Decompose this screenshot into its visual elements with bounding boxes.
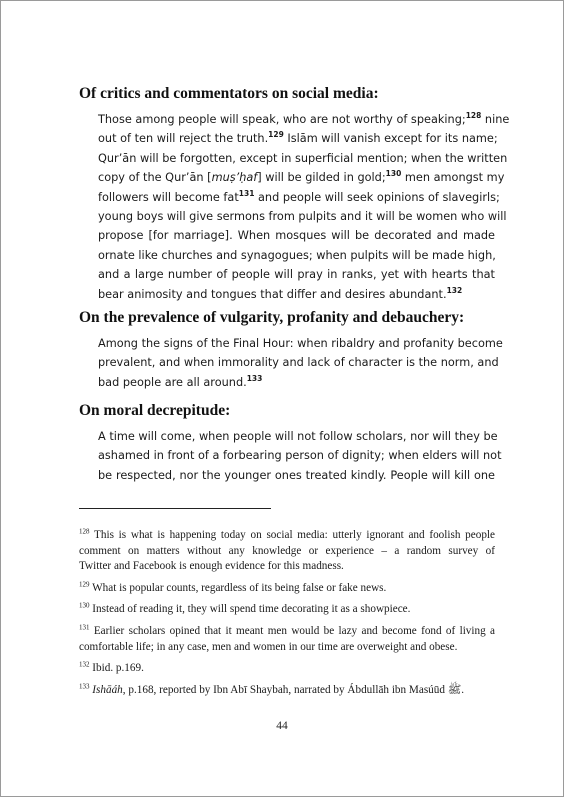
section-paragraph-critics [98, 110, 510, 304]
section-heading-decrepitude: On moral decrepitude: [79, 402, 231, 419]
paragraph-line: out of ten will reject the truth.$^{129}$ Islām will vanish except for its name; [98, 130, 498, 146]
paragraph-line: bear animosity and tongues that differ and desires abundant.$^{132}$ [98, 285, 463, 301]
section-heading-critics: Of critics and commentators on social media: [79, 85, 379, 102]
paragraph-line: ornate like churches and synagogues; when pulpits will be made high, [98, 248, 496, 262]
footnote-number: 129 [79, 580, 90, 589]
footnote-ref-128[interactable]: 128 [465, 111, 482, 121]
paragraph-line: A time will come, when people will not follow scholars, nor will they be [98, 430, 498, 443]
page-number: 44 [276, 720, 288, 732]
paragraph-line: Those among people will speak, who are not worthy of speaking;$^{128}$ nine [98, 111, 510, 126]
footnote-number: 132 [79, 660, 90, 669]
paragraph-line: and a large number of people will pray in ranks, yet with hearts that [98, 268, 495, 282]
paragraph-line: Among the signs of the Final Hour: when ribaldry and profanity become [98, 337, 503, 350]
footnote-132: $^{132}$ Ibid. p.169. [79, 660, 144, 674]
footnote-ref-129[interactable]: 129 [268, 130, 284, 140]
paragraph-line: bad people are all around.$^{133}$ [98, 374, 263, 389]
footnote-133: $^{133}$ Ishāáh, p.168, reported by Ibn Abī Shaybah, narrated by Ábdullāh ibn Masúūd ﷺ. [79, 682, 465, 696]
paragraph-line: prevalent, and when immorality and lack of character is the norm, and [98, 356, 499, 370]
footnote-number: 131 [79, 623, 90, 632]
section-paragraph-decrepitude [98, 427, 502, 485]
paragraph-line: propose [for marriage]. When mosques will be decorated and made [98, 229, 495, 243]
footnote-divider [79, 508, 271, 509]
footnote-ref-130[interactable]: 130 [385, 169, 402, 179]
paragraph-line: copy of the Qur’ān [muṣ’ḥaf] will be gilded in gold;$^{130}$ men amongst my [98, 169, 505, 185]
section-heading-vulgarity: On the prevalence of vulgarity, profanity and debauchery: [79, 309, 465, 326]
footnote-number: 128 [79, 527, 90, 536]
footnote-130: $^{130}$ Instead of reading it, they will spend time decorating it as a showpiece. [79, 601, 411, 615]
paragraph-line: followers will become fat$^{131}$ and people will seek opinions of slavegirls; [98, 188, 500, 204]
paragraph-line: Qur’ān will be forgotten, except in superficial mention; when the written [98, 151, 508, 165]
footnote-129: $^{129}$ What is popular counts, regardless of its being false or fake news. [79, 580, 387, 594]
paragraph-line: young boys will give sermons from pulpits and it will be women who will [98, 210, 507, 224]
footnote-ref-132[interactable]: 132 [446, 285, 463, 295]
footnote-ref-131[interactable]: 131 [238, 188, 255, 198]
footnote-ref-133[interactable]: 133 [246, 374, 263, 384]
footnote-number: 130 [79, 601, 90, 610]
footnote-128: $^{128}$ This is what is happening today on social media: utterly ignorant and foolish people comment on matters without any knowledge or experience – a random survey of Twitter and Facebook is enough evidence for this madness. [79, 527, 495, 573]
paragraph-line: ashamed in front of a forbearing person of dignity; when elders will not [98, 449, 502, 463]
footnote-131: $^{131}$ Earlier scholars opined that it meant men would be lazy and become fond of living a comfortable life; in any case, men and women in our time are overweight and obese. [79, 623, 495, 653]
paragraph-line: be respected, nor the younger ones treated kindly. People will kill one [98, 468, 495, 482]
footnote-number: 133 [79, 682, 90, 691]
section-paragraph-vulgarity [98, 334, 503, 392]
